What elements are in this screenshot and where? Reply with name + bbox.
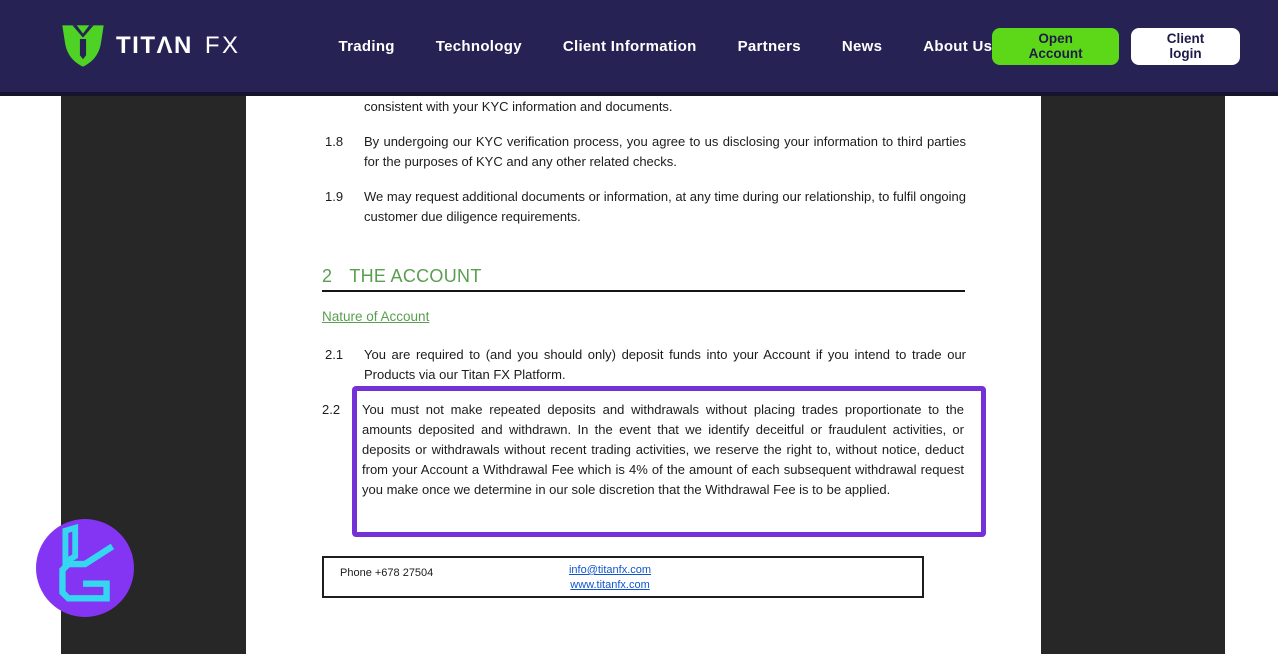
nav-item-trading[interactable]: Trading [338, 37, 395, 55]
section-heading-the-account [322, 266, 482, 287]
doc-carryover-line: consistent with your KYC information and documents. [364, 99, 673, 114]
website-link[interactable]: www.titanfx.com [570, 578, 650, 591]
contact-phone: Phone +678 27504 [340, 567, 434, 579]
top-navbar [0, 0, 1278, 96]
clause-number: 1.9 [325, 189, 344, 204]
clause-text-highlighted: You must not make repeated deposits and withdrawals without placing trades proportionate to the amounts deposited and withdrawn. In the event that we identify deceitful or fraudulent activities, or deposits or withdrawals without recent trading activities, we reserve the right to, without notice, deduct from your Account a Withdrawal Fee which is 4% of the amount of each subsequent withdrawal request you make once we determine in our sole discretion that the Withdrawal Fee is to be applied. [362, 402, 964, 497]
clause-text: By undergoing our KYC verification process, you agree to us disclosing your information to third parties for the purposes of KYC and any other related checks. [364, 134, 966, 169]
widget-glyph-icon [36, 517, 134, 620]
nav-item-technology[interactable]: Technology [435, 37, 522, 55]
brand-logo[interactable] [60, 24, 241, 68]
contact-info-box [322, 556, 924, 598]
clause-text: You are required to (and you should only) deposit funds into your Account if you intend to trade our Products via our Titan FX Platform. [364, 347, 966, 382]
nav-item-about-us[interactable]: About Us [923, 37, 993, 55]
titanfx-shield-icon [60, 24, 106, 68]
clause-number: 1.8 [325, 134, 344, 149]
clause-1-9 [322, 187, 966, 227]
nav-item-news[interactable]: News [841, 37, 883, 55]
section-number: 2 [322, 266, 333, 286]
nav-item-partners[interactable]: Partners [737, 37, 801, 55]
clause-2-1 [322, 345, 966, 385]
section-divider [322, 290, 965, 292]
nav-actions [992, 28, 1240, 65]
clause-number: 2.1 [325, 347, 344, 362]
clause-1-8 [322, 132, 966, 172]
section-title: THE ACCOUNT [349, 266, 482, 286]
subheading-nature-of-account: Nature of Account [322, 309, 430, 324]
brand-text-fx: FX [204, 32, 241, 59]
client-login-button[interactable]: Client login [1131, 28, 1240, 65]
email-link[interactable]: info@titanfx.com [568, 564, 652, 576]
brand-text-titan: TITΛN [116, 32, 193, 59]
viewer-right-panel [1041, 96, 1225, 654]
nav-item-client-information[interactable]: Client Information [562, 37, 697, 55]
clause-text: We may request additional documents or information, at any time during our relationship, to fulfil ongoing customer due diligence requirements. [364, 189, 966, 224]
main-navigation [339, 38, 993, 55]
clause-number: 2.2 [322, 402, 341, 417]
chat-widget-button[interactable] [36, 519, 134, 617]
open-account-button[interactable]: Open Account [992, 28, 1119, 65]
contact-links [540, 563, 680, 592]
